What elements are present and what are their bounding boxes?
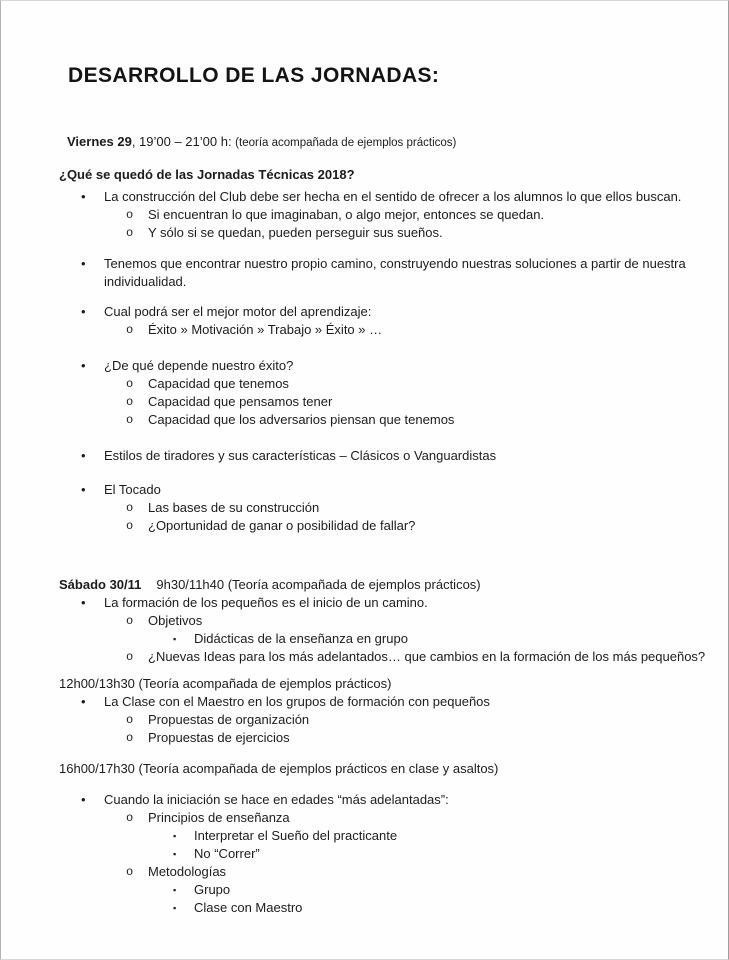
page-title: DESARROLLO DE LAS JORNADAS: [68,64,440,87]
list-item-text: Metodologías [148,864,227,879]
circle-bullet-icon: o [126,650,134,664]
circle-bullet-icon: o [126,413,134,427]
square-bullet-icon: ▪ [173,885,177,895]
list-item-text: Éxito » Motivación » Trabajo » Éxito » … [148,322,383,337]
square-bullet-icon: ▪ [173,849,177,859]
list-item [1,206,728,224]
list-item-text: La formación de los pequeños es el inicio de un camino. [104,595,428,610]
list-item-text: Objetivos [148,613,203,628]
list-item-text: ¿Oportunidad de ganar o posibilidad de fallar? [148,518,416,533]
circle-bullet-icon: o [126,811,134,825]
list-item-text: La Clase con el Maestro en los grupos de formación con pequeños [104,694,490,709]
session-time-saturday-morning: 9h30/11h40 (Teoría acompañada de ejemplos prácticos) [156,577,481,592]
square-bullet-icon: ▪ [173,634,177,644]
list-item [1,224,728,242]
list-item-text: Capacidad que pensamos tener [148,394,333,409]
list-item [1,809,728,827]
list-item [1,375,728,393]
square-bullet-icon: ▪ [173,903,177,913]
list-item [1,481,728,499]
bullet-icon: • [81,256,86,271]
list-item [1,827,728,845]
list-item [1,845,728,863]
circle-bullet-icon: o [126,226,134,240]
bullet-icon: • [81,482,86,497]
list-item-text: La construcción del Club debe ser hecha en el sentido de ofrecer a los alumnos lo que ellos buscan. [104,189,682,204]
list-item-text: Y sólo si se quedan, pueden perseguir sus sueños. [148,225,443,240]
list-item-text: Clase con Maestro [194,900,303,915]
list-item-text: No “Correr” [194,846,260,861]
bullet-icon: • [81,595,86,610]
session-heading-friday [1,133,728,152]
session-time-saturday-afternoon: 16h00/17h30 (Teoría acompañada de ejemplos prácticos en clase y asaltos) [59,761,499,776]
list-item [1,594,728,612]
list-item [1,881,728,899]
session-heading-saturday-midday [1,675,728,693]
circle-bullet-icon: o [126,323,134,337]
list-item [1,899,728,917]
session-time-saturday-midday: 12h00/13h30 (Teoría acompañada de ejemplos prácticos) [59,676,392,691]
list-item-text: ¿De qué depende nuestro éxito? [104,358,294,373]
list-item [1,711,728,729]
circle-bullet-icon: o [126,208,134,222]
list-item [1,447,728,465]
list-item [1,693,728,711]
list-item [1,499,728,517]
list-item [1,612,728,630]
circle-bullet-icon: o [126,865,134,879]
circle-bullet-icon: o [126,731,134,745]
list-item-text: Propuestas de organización [148,712,310,727]
list-item [1,188,728,206]
list-item-text: Si encuentran lo que imaginaban, o algo mejor, entonces se quedan. [148,207,545,222]
bullet-icon: • [81,358,86,373]
list-item [1,630,728,648]
session-note-friday: (teoría acompañada de ejemplos prácticos) [235,137,457,149]
list-item [1,255,728,291]
list-item [1,648,728,666]
bullet-icon: • [81,304,86,319]
list-item [1,517,728,535]
list-item [1,411,728,429]
session-heading-saturday-morning [1,576,728,594]
list-item-text: ¿Nuevas Ideas para los más adelantados… que cambios en la formación de los más pequeños? [148,649,706,664]
question-heading: ¿Qué se quedó de las Jornadas Técnicas 2018? [59,167,355,182]
list-item [1,303,728,321]
circle-bullet-icon: o [126,395,134,409]
list-item-text: Propuestas de ejercicios [148,730,290,745]
bullet-icon: • [81,792,86,807]
list-item [1,357,728,375]
list-item [1,393,728,411]
list-item-text: Cuando la iniciación se hace en edades “más adelantadas”: [104,792,449,807]
circle-bullet-icon: o [126,713,134,727]
session-day-saturday: Sábado 30/11 [59,577,142,592]
session-time-friday: , 19’00 – 21’00 h: [131,134,236,149]
list-item [1,863,728,881]
list-item [1,791,728,809]
list-item-text: Tenemos que encontrar nuestro propio camino, construyendo nuestras soluciones a partir de nuestra individualidad. [104,256,686,289]
list-item-text: El Tocado [104,482,161,497]
session-day-friday: Viernes 29 [67,134,132,149]
square-bullet-icon: ▪ [173,831,177,841]
list-item-text: Capacidad que tenemos [148,376,289,391]
list-item-text: Cual podrá ser el mejor motor del aprendizaje: [104,304,372,319]
bullet-icon: • [81,448,86,463]
list-item-text: Las bases de su construcción [148,500,320,515]
list-item-text: Estilos de tiradores y sus características – Clásicos o Vanguardistas [104,448,497,463]
list-item-text: Didácticas de la enseñanza en grupo [194,631,408,646]
list-item-text: Principios de enseñanza [148,810,290,825]
bullet-icon: • [81,189,86,204]
circle-bullet-icon: o [126,377,134,391]
list-item [1,729,728,747]
session-heading-saturday-afternoon [1,760,728,778]
circle-bullet-icon: o [126,501,134,515]
list-item [1,321,728,339]
list-item-text: Interpretar el Sueño del practicante [194,828,398,843]
list-item-text: Grupo [194,882,231,897]
list-item-text: Capacidad que los adversarios piensan que tenemos [148,412,455,427]
bullet-icon: • [81,694,86,709]
circle-bullet-icon: o [126,519,134,533]
circle-bullet-icon: o [126,614,134,628]
